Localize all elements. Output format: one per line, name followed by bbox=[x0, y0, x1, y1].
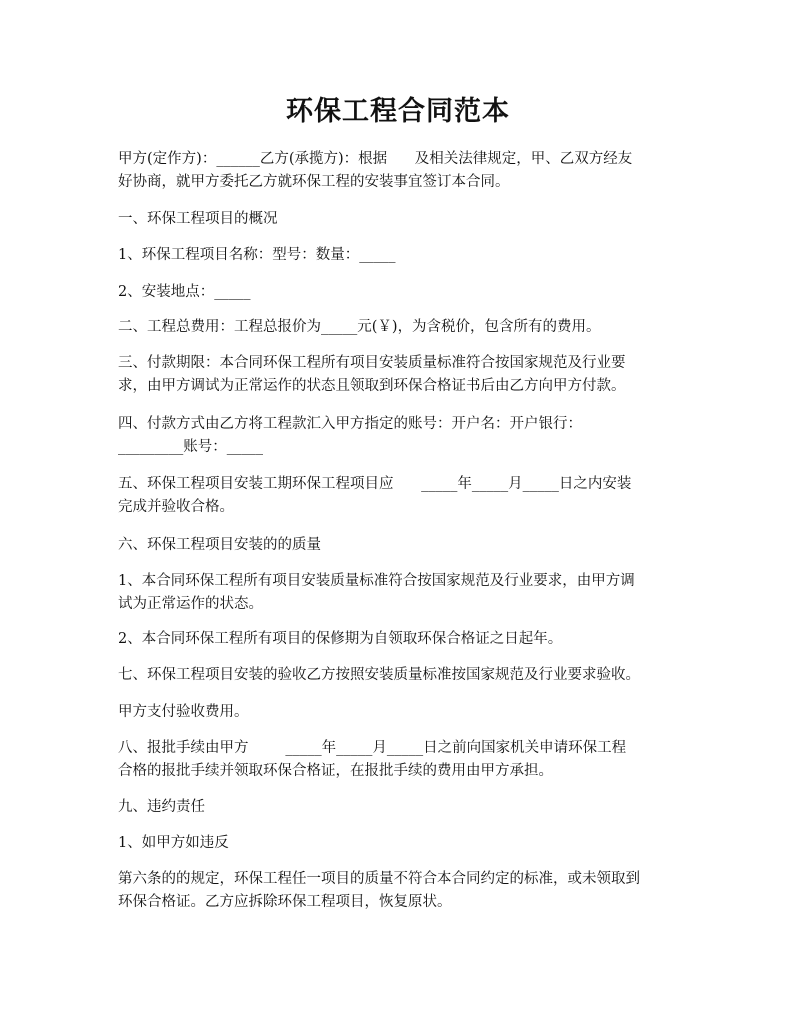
section-payment-term bbox=[118, 352, 688, 398]
paragraph-quality-standard bbox=[118, 570, 688, 616]
paragraph-line: 三、付款期限：本合同环保工程所有项目安装质量标准符合按国家规范及行业要 bbox=[118, 355, 626, 371]
paragraph-line: 求，由甲方调试为正常运作的状态且领取到环保合格证书后由乙方向甲方付款。 bbox=[118, 378, 626, 394]
paragraph-acceptance-fee bbox=[118, 701, 688, 724]
document-title: 环保工程合同范本 bbox=[286, 96, 510, 127]
paragraph-article-six bbox=[118, 868, 688, 914]
paragraph-line: 好协商，就甲方委托乙方就环保工程的安装事宜签订本合同。 bbox=[118, 174, 510, 190]
paragraph-line: 二、工程总费用：工程总报价为_____元(￥)，为含税价，包含所有的费用。 bbox=[118, 319, 601, 335]
section-heading-total-cost bbox=[118, 316, 688, 339]
paragraph-line: 四、付款方式由乙方将工程款汇入甲方指定的账号：开户名：开户银行： bbox=[118, 416, 582, 432]
paragraph-project-name bbox=[118, 244, 688, 267]
paragraph-line: 六、环保工程项目安装的的质量 bbox=[118, 537, 321, 553]
paragraph-party-a-breach bbox=[118, 832, 688, 855]
paragraph-line: 九、违约责任 bbox=[118, 799, 205, 815]
paragraph-line: 五、环保工程项目安装工期环保工程项目应 _____年_____月_____日之内安装 bbox=[118, 476, 632, 492]
paragraph-line: 一、环保工程项目的概况 bbox=[118, 211, 278, 227]
section-acceptance bbox=[118, 664, 688, 687]
paragraph-line: 第六条的的规定，环保工程任一项目的质量不符合本合同约定的标准，或未领取到 bbox=[118, 871, 640, 887]
paragraph-line: 甲方(定作方)：______乙方(承揽方)：根据 及相关法律规定，甲、乙双方经友 bbox=[118, 151, 633, 167]
section-construction-period bbox=[118, 473, 688, 519]
section-heading-liability bbox=[118, 796, 688, 819]
paragraph-line: 合格的报批手续并领取环保合格证，在报批手续的费用由甲方承担。 bbox=[118, 763, 553, 779]
section-heading-overview bbox=[118, 208, 688, 231]
paragraph-line: 1、本合同环保工程所有项目安装质量标准符合按国家规范及行业要求，由甲方调 bbox=[118, 573, 635, 589]
section-payment-method bbox=[118, 413, 688, 459]
section-approval bbox=[118, 737, 688, 783]
paragraph-line: 试为正常运作的状态。 bbox=[118, 596, 263, 612]
paragraph-line: 1、如甲方如违反 bbox=[118, 835, 229, 851]
paragraph-line: 七、环保工程项目安装的验收乙方按照安装质量标准按国家规范及行业要求验收。 bbox=[118, 667, 640, 683]
paragraph-line: _________账号：_____ bbox=[118, 439, 263, 455]
paragraph-warranty bbox=[118, 628, 688, 651]
paragraph-line: 1、环保工程项目名称：型号：数量：_____ bbox=[118, 247, 396, 263]
paragraph-line: 八、报批手续由甲方 _____年_____月_____日之前向国家机关申请环保工程 bbox=[118, 740, 627, 756]
paragraph-parties bbox=[118, 148, 688, 194]
section-heading-quality bbox=[118, 534, 688, 557]
paragraph-line: 甲方支付验收费用。 bbox=[118, 704, 249, 720]
paragraph-location bbox=[118, 281, 688, 304]
paragraph-line: 环保合格证。乙方应拆除环保工程项目，恢复原状。 bbox=[118, 894, 452, 910]
paragraph-line: 2、安装地点：_____ bbox=[118, 284, 251, 300]
paragraph-line: 2、本合同环保工程所有项目的保修期为自领取环保合格证之日起年。 bbox=[118, 631, 563, 647]
paragraph-line: 完成并验收合格。 bbox=[118, 499, 234, 515]
